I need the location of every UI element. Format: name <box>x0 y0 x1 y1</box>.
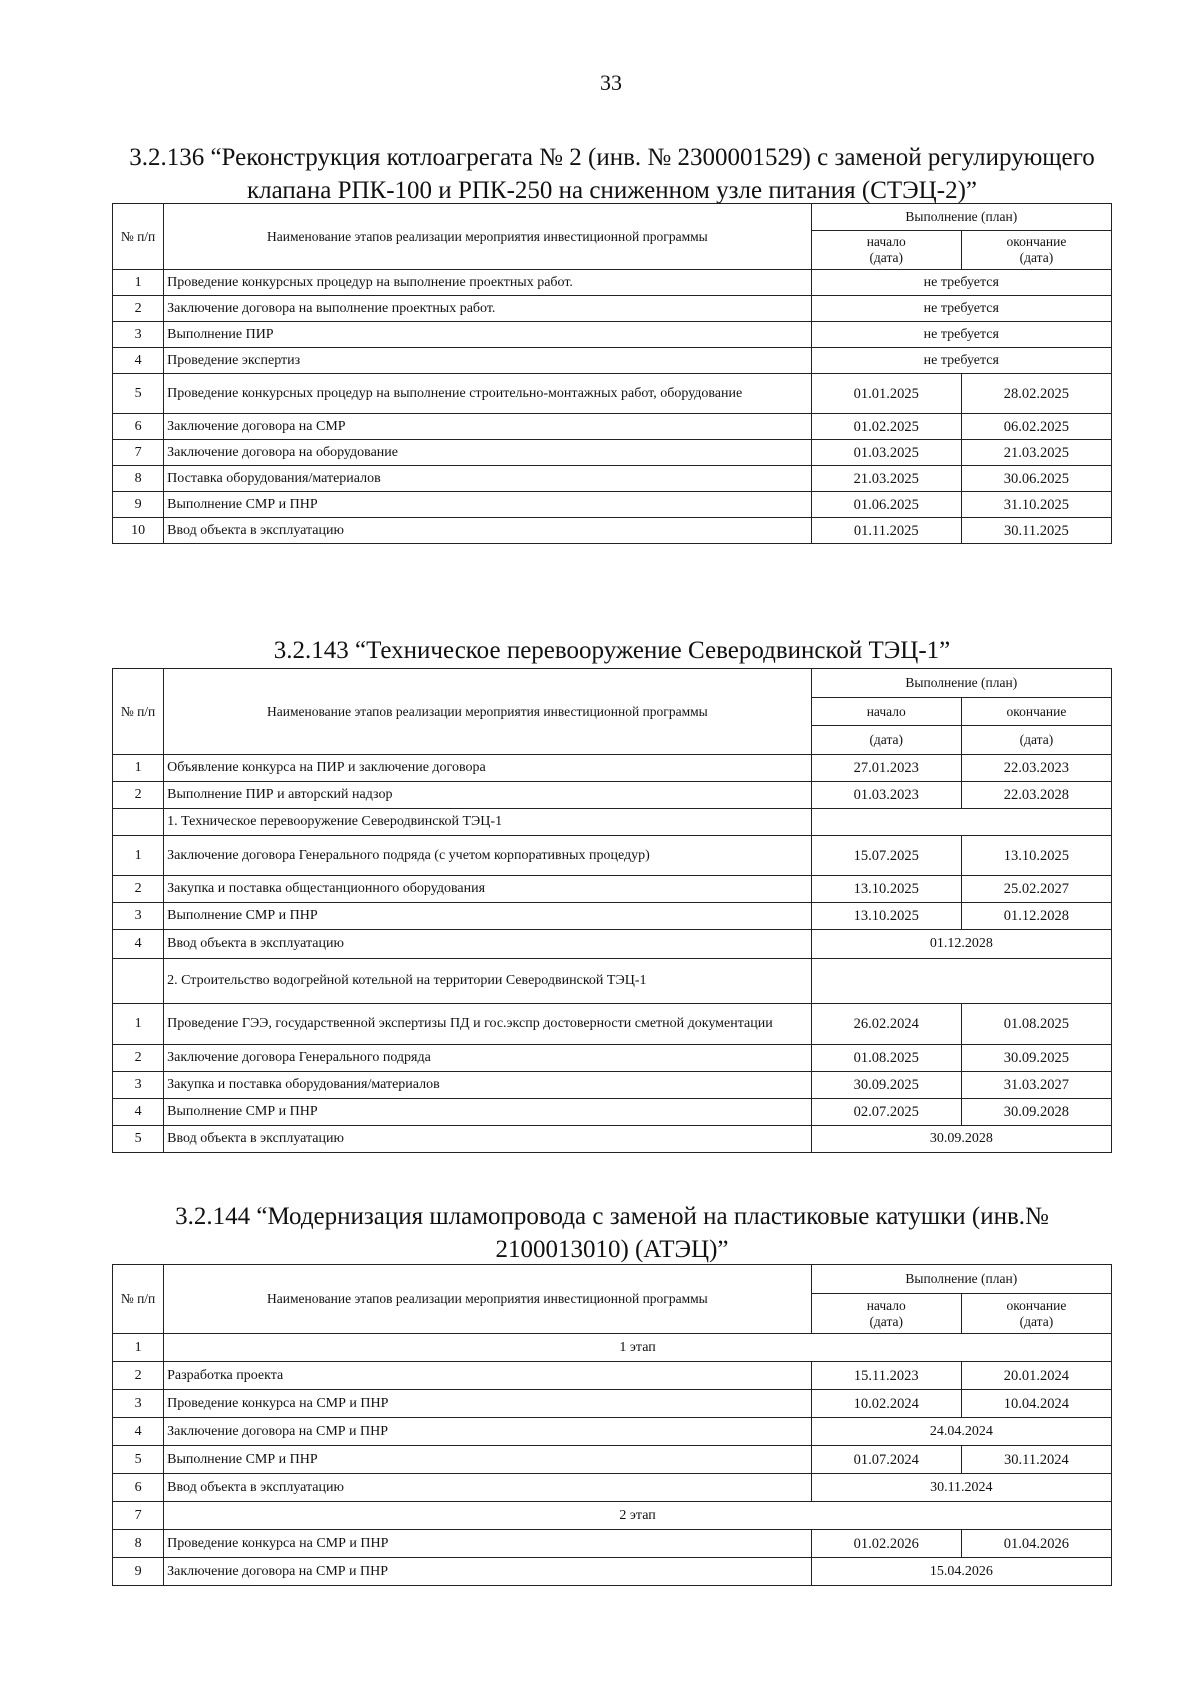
row-start-date: 01.02.2025 <box>811 414 961 440</box>
header-end: окончание (дата) <box>961 1294 1111 1334</box>
row-name: Выполнение ПИР и авторский надзор <box>164 782 812 809</box>
row-name: Заключение договора на выполнение проектных работ. <box>164 296 812 322</box>
row-num: 8 <box>113 466 164 492</box>
page-number: 33 <box>600 70 622 95</box>
row-num <box>113 809 164 836</box>
table-row <box>113 1072 1112 1099</box>
row-name: Ввод объекта в эксплуатацию <box>164 1126 812 1153</box>
row-merged-value: не требуется <box>811 296 1111 322</box>
row-merged-value: 30.09.2028 <box>811 1126 1111 1153</box>
row-name: Заключение договора Генерального подряда (с учетом корпоративных процедур) <box>164 836 812 876</box>
row-num: 1 <box>113 1334 164 1362</box>
table-row <box>113 903 1112 930</box>
table-row <box>113 755 1112 782</box>
row-name: Проведение конкурсных процедур на выполнение проектных работ. <box>164 270 812 296</box>
header-start-date: (дата) <box>811 726 961 755</box>
row-num: 2 <box>113 876 164 903</box>
row-num: 4 <box>113 930 164 959</box>
header-name: Наименование этапов реализации мероприятия инвестиционной программы <box>164 669 812 755</box>
header-end: окончание <box>961 698 1111 726</box>
table-row <box>113 518 1112 544</box>
header-name: Наименование этапов реализации мероприятия инвестиционной программы <box>164 1265 812 1334</box>
row-name: Проведение экспертиз <box>164 348 812 374</box>
row-end-date: 01.08.2025 <box>961 1004 1111 1045</box>
row-name: Заключение договора на оборудование <box>164 440 812 466</box>
row-end-date: 30.11.2025 <box>961 518 1111 544</box>
row-name: Проведение конкурса на СМР и ПНР <box>164 1390 812 1418</box>
row-start-date: 01.11.2025 <box>811 518 961 544</box>
row-name: Объявление конкурса на ПИР и заключение договора <box>164 755 812 782</box>
row-num: 3 <box>113 1072 164 1099</box>
row-end-date: 25.02.2027 <box>961 876 1111 903</box>
table-row <box>113 876 1112 903</box>
row-merged-value: 24.04.2024 <box>811 1418 1111 1446</box>
row-num: 1 <box>113 1004 164 1045</box>
header-start: начало <box>811 698 961 726</box>
header-start: начало (дата) <box>811 231 961 270</box>
header-execution: Выполнение (план) <box>811 1265 1111 1294</box>
row-name: Выполнение СМР и ПНР <box>164 1446 812 1474</box>
stage-label: 1 этап <box>164 1334 1112 1362</box>
row-name: Выполнение ПИР <box>164 322 812 348</box>
table-row <box>113 296 1112 322</box>
row-num: 8 <box>113 1530 164 1558</box>
row-num: 10 <box>113 518 164 544</box>
row-num: 4 <box>113 348 164 374</box>
row-end-date: 30.09.2028 <box>961 1099 1111 1126</box>
row-merged-value: 30.11.2024 <box>811 1474 1111 1502</box>
row-end-date: 31.03.2027 <box>961 1072 1111 1099</box>
row-name: Заключение договора на СМР и ПНР <box>164 1418 812 1446</box>
table-row <box>113 492 1112 518</box>
header-end: окончание (дата) <box>961 231 1111 270</box>
table-row <box>113 1474 1112 1502</box>
header-start: начало (дата) <box>811 1294 961 1334</box>
row-merged-value: 15.04.2026 <box>811 1558 1111 1586</box>
table-row <box>113 374 1112 414</box>
row-num: 3 <box>113 1390 164 1418</box>
row-name: Закупка и поставка оборудования/материалов <box>164 1072 812 1099</box>
row-start-date: 26.02.2024 <box>811 1004 961 1045</box>
row-num: 2 <box>113 1045 164 1072</box>
row-start-date: 01.03.2023 <box>811 782 961 809</box>
row-num: 2 <box>113 296 164 322</box>
table-subheader-row <box>113 809 1112 836</box>
row-num: 3 <box>113 903 164 930</box>
row-num <box>113 959 164 1004</box>
row-num: 5 <box>113 374 164 414</box>
row-end-date: 28.02.2025 <box>961 374 1111 414</box>
row-name: Ввод объекта в эксплуатацию <box>164 1474 812 1502</box>
row-end-date: 01.12.2028 <box>961 903 1111 930</box>
table-3-2-144 <box>112 1264 1112 1586</box>
row-merged-value: не требуется <box>811 348 1111 374</box>
row-end-date: 22.03.2028 <box>961 782 1111 809</box>
row-merged-value: 01.12.2028 <box>811 930 1111 959</box>
header-name: Наименование этапов реализации мероприятия инвестиционной программы <box>164 204 812 270</box>
row-num: 4 <box>113 1099 164 1126</box>
table-row <box>113 414 1112 440</box>
row-start-date: 01.07.2024 <box>811 1446 961 1474</box>
row-name: Заключение договора Генерального подряда <box>164 1045 812 1072</box>
row-num: 6 <box>113 414 164 440</box>
table-subheader-row <box>113 959 1112 1004</box>
table-row <box>113 322 1112 348</box>
row-merged-value: не требуется <box>811 270 1111 296</box>
table-row <box>113 1418 1112 1446</box>
row-end-date: 13.10.2025 <box>961 836 1111 876</box>
row-name: Ввод объекта в эксплуатацию <box>164 930 812 959</box>
row-num: 7 <box>113 440 164 466</box>
row-name: Заключение договора на СМР и ПНР <box>164 1558 812 1586</box>
row-name: Ввод объекта в эксплуатацию <box>164 518 812 544</box>
table-stage-row <box>113 1334 1112 1362</box>
row-start-date: 01.03.2025 <box>811 440 961 466</box>
row-end-date: 06.02.2025 <box>961 414 1111 440</box>
table-row <box>113 836 1112 876</box>
row-name: Проведение конкурсных процедур на выполнение строительно-монтажных работ, оборудование <box>164 374 812 414</box>
table-row <box>113 1045 1112 1072</box>
row-merged-value: не требуется <box>811 322 1111 348</box>
table-3-2-136 <box>112 203 1112 544</box>
row-end-date: 21.03.2025 <box>961 440 1111 466</box>
row-start-date: 01.02.2026 <box>811 1530 961 1558</box>
section-title-3-2-144: 3.2.144 “Модернизация шламопровода с заменой на пластиковые катушки (инв.№ 2100013010) (АТЭЦ)” <box>175 1203 1049 1263</box>
stage-label: 2 этап <box>164 1502 1112 1530</box>
row-num: 1 <box>113 270 164 296</box>
table-row <box>113 440 1112 466</box>
header-num: № п/п <box>113 669 164 755</box>
section-title-3-2-136: 3.2.136 “Реконструкция котлоагрегата № 2 (инв. № 2300001529) с заменой регулирующего клапана РПК-100 и РПК-250 на сниженном узле питания (СТЭЦ-2)” <box>129 144 1095 204</box>
row-start-date: 01.06.2025 <box>811 492 961 518</box>
row-name: Закупка и поставка общестанционного оборудования <box>164 876 812 903</box>
row-start-date: 15.07.2025 <box>811 836 961 876</box>
row-start-date: 27.01.2023 <box>811 755 961 782</box>
row-start-date: 30.09.2025 <box>811 1072 961 1099</box>
row-end-date: 30.09.2025 <box>961 1045 1111 1072</box>
header-num: № п/п <box>113 1265 164 1334</box>
header-num: № п/п <box>113 204 164 270</box>
table-row <box>113 1530 1112 1558</box>
table-row <box>113 1558 1112 1586</box>
table-row <box>113 1446 1112 1474</box>
table-stage-row <box>113 1502 1112 1530</box>
empty-cell <box>811 959 1111 1004</box>
row-num: 1 <box>113 755 164 782</box>
row-start-date: 13.10.2025 <box>811 903 961 930</box>
row-end-date: 30.06.2025 <box>961 466 1111 492</box>
table-row <box>113 1126 1112 1153</box>
row-num: 2 <box>113 782 164 809</box>
row-end-date: 01.04.2026 <box>961 1530 1111 1558</box>
row-num: 9 <box>113 492 164 518</box>
row-num: 1 <box>113 836 164 876</box>
row-name: Проведение ГЭЭ, государственной экспертизы ПД и гос.экспр достоверности сметной документации <box>164 1004 812 1045</box>
row-start-date: 13.10.2025 <box>811 876 961 903</box>
row-num: 5 <box>113 1126 164 1153</box>
header-end-date: (дата) <box>961 726 1111 755</box>
table-row <box>113 1390 1112 1418</box>
row-start-date: 02.07.2025 <box>811 1099 961 1126</box>
row-name: Поставка оборудования/материалов <box>164 466 812 492</box>
row-num: 6 <box>113 1474 164 1502</box>
row-end-date: 10.04.2024 <box>961 1390 1111 1418</box>
subsection-title: 1. Техническое перевооружение Северодвинской ТЭЦ-1 <box>164 809 812 836</box>
row-start-date: 01.08.2025 <box>811 1045 961 1072</box>
row-start-date: 21.03.2025 <box>811 466 961 492</box>
row-name: Заключение договора на СМР <box>164 414 812 440</box>
table-3-2-143 <box>112 668 1112 1153</box>
row-start-date: 10.02.2024 <box>811 1390 961 1418</box>
row-name: Разработка проекта <box>164 1362 812 1390</box>
row-end-date: 31.10.2025 <box>961 492 1111 518</box>
table-row <box>113 930 1112 959</box>
section-title-3-2-143: 3.2.143 “Техническое перевооружение Северодвинской ТЭЦ-1” <box>273 637 951 664</box>
row-end-date: 30.11.2024 <box>961 1446 1111 1474</box>
row-name: Проведение конкурса на СМР и ПНР <box>164 1530 812 1558</box>
table-row <box>113 1362 1112 1390</box>
table-row <box>113 782 1112 809</box>
table-row <box>113 348 1112 374</box>
row-num: 3 <box>113 322 164 348</box>
row-num: 4 <box>113 1418 164 1446</box>
row-end-date: 20.01.2024 <box>961 1362 1111 1390</box>
row-end-date: 22.03.2023 <box>961 755 1111 782</box>
table-row <box>113 466 1112 492</box>
row-name: Выполнение СМР и ПНР <box>164 1099 812 1126</box>
table-row <box>113 1004 1112 1045</box>
row-num: 7 <box>113 1502 164 1530</box>
row-start-date: 01.01.2025 <box>811 374 961 414</box>
row-num: 5 <box>113 1446 164 1474</box>
row-num: 2 <box>113 1362 164 1390</box>
header-execution: Выполнение (план) <box>811 669 1111 698</box>
empty-cell <box>811 809 1111 836</box>
header-execution: Выполнение (план) <box>811 204 1111 231</box>
table-row <box>113 1099 1112 1126</box>
row-name: Выполнение СМР и ПНР <box>164 903 812 930</box>
subsection-title: 2. Строительство водогрейной котельной на территории Северодвинской ТЭЦ-1 <box>164 959 812 1004</box>
row-name: Выполнение СМР и ПНР <box>164 492 812 518</box>
row-start-date: 15.11.2023 <box>811 1362 961 1390</box>
table-row <box>113 270 1112 296</box>
row-num: 9 <box>113 1558 164 1586</box>
